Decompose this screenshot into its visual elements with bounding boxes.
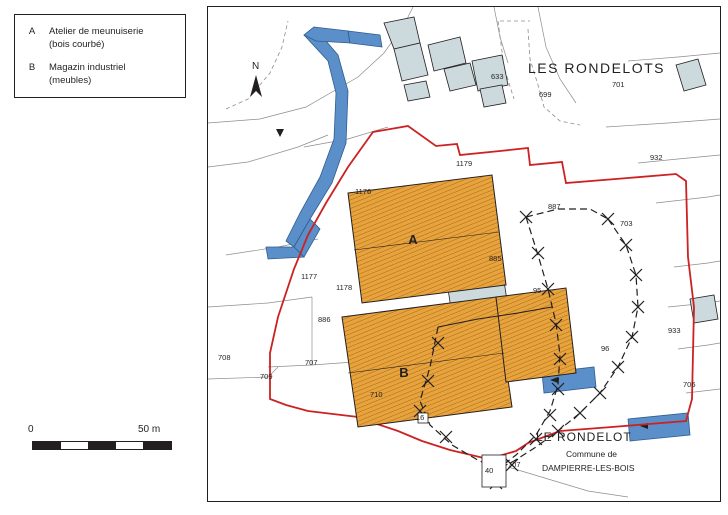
building-b xyxy=(342,297,512,427)
place-name-top: LES RONDELOTS xyxy=(528,60,665,76)
north-arrow xyxy=(250,75,262,97)
parcel-label: 707 xyxy=(305,358,318,367)
scale-segment xyxy=(89,442,117,449)
parcel-label: 1177 xyxy=(301,272,318,281)
parcel-label: 708 xyxy=(218,353,231,362)
commune-line1: Commune de xyxy=(566,449,618,459)
parcel-label: 709 xyxy=(260,372,273,381)
parcel-label: 699 xyxy=(539,90,552,99)
small-structures xyxy=(418,413,506,487)
scale-bar-graphic xyxy=(32,441,172,450)
scale-max-label: 50 m xyxy=(138,424,161,435)
scale-min-label: 0 xyxy=(28,424,34,435)
legend-label-b-line2: (meubles) xyxy=(49,74,92,86)
scale-bar xyxy=(28,424,188,460)
legend-label-b xyxy=(49,62,126,87)
parcel-label: 703 xyxy=(620,219,633,228)
parcel-label: 887 xyxy=(548,202,561,211)
parcel-label: 96 xyxy=(601,344,610,353)
parcel-label: 710 xyxy=(370,390,383,399)
commune-line2: DAMPIERRE-LES-BOIS xyxy=(542,463,635,473)
building-a xyxy=(348,175,506,303)
map-canvas xyxy=(207,6,721,502)
parcel-label: 886 xyxy=(318,315,331,324)
legend-item-a xyxy=(15,26,185,51)
legend-item-b xyxy=(15,62,185,87)
legend-key-a: A xyxy=(28,26,36,37)
north-label: N xyxy=(252,61,260,72)
parcel-label: 885 xyxy=(489,254,502,263)
building-b-wing xyxy=(496,288,576,382)
legend-label-a xyxy=(49,26,144,51)
building-b-label: B xyxy=(399,365,409,380)
legend-key-b: B xyxy=(28,62,36,73)
parcel-label: 707 xyxy=(508,460,521,469)
place-name-bottom: LE RONDELOT xyxy=(536,430,632,444)
parcel-label: 1179 xyxy=(456,159,473,168)
parcel-label: 633 xyxy=(491,72,504,81)
parcel-label: 40 xyxy=(485,466,494,475)
scale-segment xyxy=(33,442,61,449)
parcel-label: 1176 xyxy=(355,187,372,196)
legend-label-b-line1: Magazin industriel xyxy=(49,62,126,73)
parcel-label: 933 xyxy=(668,326,681,335)
parcel-label: 932 xyxy=(650,153,663,162)
legend-box xyxy=(14,14,186,98)
legend-label-a-line2: (bois courbé) xyxy=(49,38,105,50)
scale-segment xyxy=(116,442,144,449)
parcel-label: 95 xyxy=(533,286,542,295)
scale-segment xyxy=(144,442,171,449)
parcel-label: 16 xyxy=(416,413,425,422)
scale-segment xyxy=(61,442,89,449)
parcel-label: 701 xyxy=(612,80,625,89)
building-a-label: A xyxy=(408,232,418,247)
parcel-label: 706 xyxy=(683,380,696,389)
legend-label-a-line1: Atelier de meunuiserie xyxy=(49,26,144,37)
parcel-label: 1178 xyxy=(336,283,353,292)
